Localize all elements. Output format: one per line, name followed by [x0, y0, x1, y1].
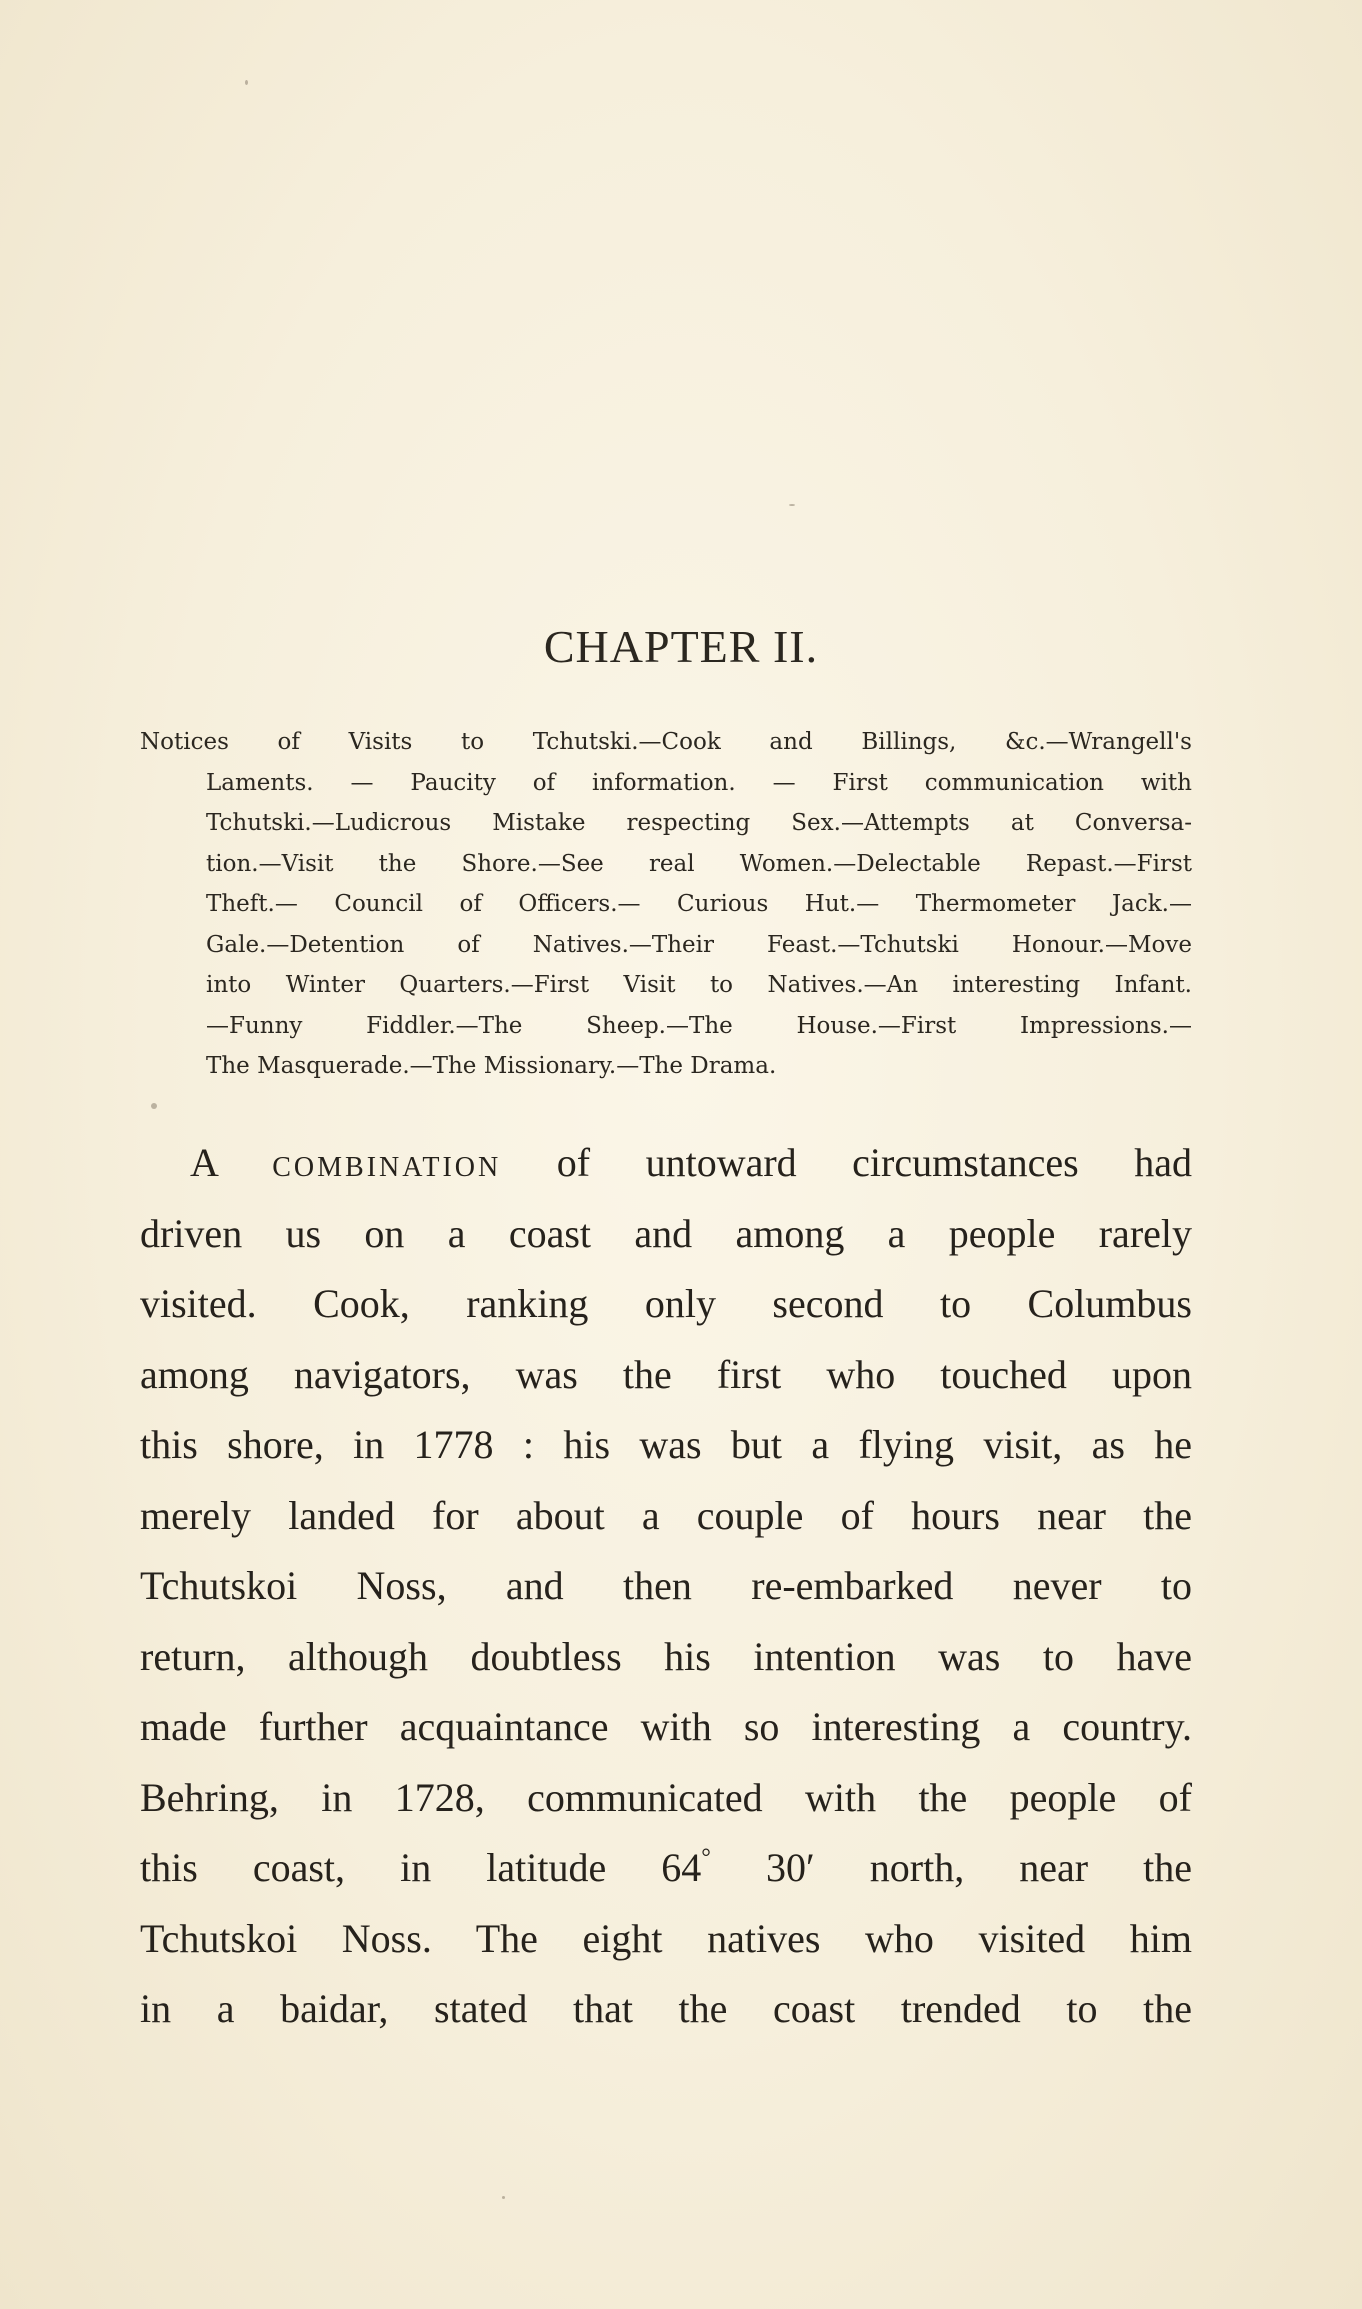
summary-line: Tchutski.—Ludicrous Mistake respecting Sex.—Attempts at Conversa-	[206, 810, 1192, 836]
chapter-summary	[140, 722, 1192, 1087]
body-line-latitude	[140, 1833, 1192, 1904]
body-line: driven us on a coast and among a people rarely	[140, 1210, 1192, 1256]
chapter-title: CHAPTER II.	[543, 621, 819, 672]
body-line: among navigators, was the first who touched upon	[140, 1351, 1192, 1397]
body-line: Tchutskoi Noss, and then re-embarked never to	[140, 1563, 1192, 1608]
body-line: visited. Cook, ranking only second to Columbus	[140, 1281, 1192, 1326]
body-line: merely landed for about a couple of hours near the	[140, 1492, 1192, 1538]
summary-line: —Funny Fiddler.—The Sheep.—The House.—First Impressions.—	[206, 1012, 1192, 1039]
opening-line-rest: of untoward circumstances had	[556, 1140, 1193, 1185]
summary-line: into Winter Quarters.—First Visit to Natives.—An interesting Infant.	[206, 972, 1192, 998]
summary-line: Laments. — Paucity of information. — First communication with	[206, 769, 1192, 796]
summary-line: Notices of Visits to Tchutski.—Cook and Billings, &c.—Wrangell's	[140, 729, 1192, 755]
body-line: return, although doubtless his intention was to have	[140, 1633, 1192, 1679]
page-speck	[502, 2196, 505, 2199]
summary-line: tion.—Visit the Shore.—See real Women.—Delectable Repast.—First	[206, 850, 1192, 877]
body-line: this shore, in 1778 : his was but a flying visit, as he	[140, 1422, 1192, 1467]
body-line-opening	[190, 1128, 1192, 1199]
degree-mark: °	[701, 1845, 711, 1871]
opening-letter: A	[190, 1140, 217, 1185]
body-paragraph	[140, 1128, 1192, 2045]
summary-line: Theft.— Council of Officers.— Curious Hut.— Thermometer Jack.—	[206, 891, 1192, 917]
body-line: Tchutskoi Noss. The eight natives who visited him	[140, 1915, 1192, 1961]
body-line: in a baidar, stated that the coast trended to the	[140, 1986, 1192, 2031]
page-speck	[245, 80, 248, 85]
body-line: Behring, in 1728, communicated with the people of	[140, 1774, 1192, 1820]
page-speck	[151, 1103, 157, 1109]
body-line: made further acquaintance with so interesting a country.	[140, 1704, 1192, 1749]
latitude-after: north, near the	[869, 1845, 1193, 1890]
latitude-before: this coast, in latitude 64	[140, 1845, 702, 1890]
latitude-minutes: 30′	[765, 1845, 815, 1890]
page-speck	[789, 504, 795, 506]
opening-smallcaps: combination	[272, 1140, 502, 1185]
summary-line: Gale.—Detention of Natives.—Their Feast.—Tchutski Honour.—Move	[206, 931, 1192, 958]
summary-line: The Masquerade.—The Missionary.—The Drama.	[206, 1053, 777, 1079]
